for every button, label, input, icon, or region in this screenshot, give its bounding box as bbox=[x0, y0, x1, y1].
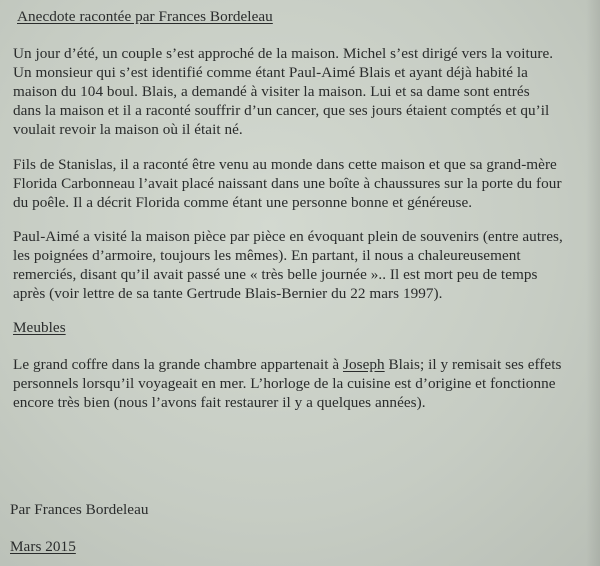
paragraph-3-line-1: Paul-Aimé a visité la maison pièce par pièce en évoquant plein de souvenirs (entre autres, bbox=[13, 228, 563, 245]
paragraph-1-line-5: voulait revoir la maison où il était né. bbox=[13, 121, 243, 138]
paragraph-2-line-2: Florida Carbonneau l’avait placé naissant dans une boîte à chaussures sur la porte du four bbox=[13, 175, 562, 192]
anecdote-heading: Anecdote racontée par Frances Bordeleau bbox=[17, 8, 273, 25]
paragraph-2-line-3: du poêle. Il a décrit Florida comme étant une personne bonne et généreuse. bbox=[13, 194, 473, 211]
paragraph-4-line-1 bbox=[13, 355, 561, 374]
signature: Par Frances Bordeleau bbox=[10, 501, 149, 518]
paragraph-1-line-1: Un jour d’été, un couple s’est approché de la maison. Michel s’est dirigé vers la voiture. bbox=[13, 45, 554, 62]
paragraph-4-line-3: encore très bien (nous l’avons fait restaurer il y a quelques années). bbox=[13, 394, 426, 411]
meubles-heading: Meubles bbox=[13, 319, 66, 336]
paragraph-4-line-1-start: Le grand coffre dans la grande chambre appartenait à bbox=[13, 356, 343, 373]
paragraph-3-line-4: après (voir lettre de sa tante Gertrude Blais-Bernier du 22 mars 1997). bbox=[13, 285, 443, 302]
paragraph-4-line-2: personnels lorsqu’il voyageait en mer. L’horloge de la cuisine est d’origine et fonctionne bbox=[13, 375, 556, 392]
paragraph-1-line-2: Un monsieur qui s’est identifié comme étant Paul-Aimé Blais et ayant déjà habité la bbox=[13, 64, 528, 81]
paragraph-3-line-3: remerciés, disant qu’il avait passé une « très belle journée ».. Il est mort peu de temps bbox=[13, 266, 538, 283]
page-edge-shadow bbox=[586, 0, 600, 566]
date: Mars 2015 bbox=[10, 538, 76, 555]
paragraph-1-line-4: dans la maison et il a raconté souffrir d’un cancer, que ses jours étaient comptés et qu’il bbox=[13, 102, 550, 119]
paragraph-1-line-3: maison du 104 boul. Blais, a demandé à visiter la maison. Lui et sa dame sont entrés bbox=[13, 83, 530, 100]
paragraph-2-line-1: Fils de Stanislas, il a raconté être venu au monde dans cette maison et que sa grand-mère bbox=[13, 156, 557, 173]
paragraph-3-line-2: les poignées d’armoire, toujours les mêmes). En partant, il nous a chaleureusement bbox=[13, 247, 521, 264]
paragraph-4-line-1-end: Blais; il y remisait ses effets bbox=[384, 356, 562, 373]
joseph-underlined: Joseph bbox=[343, 356, 385, 373]
